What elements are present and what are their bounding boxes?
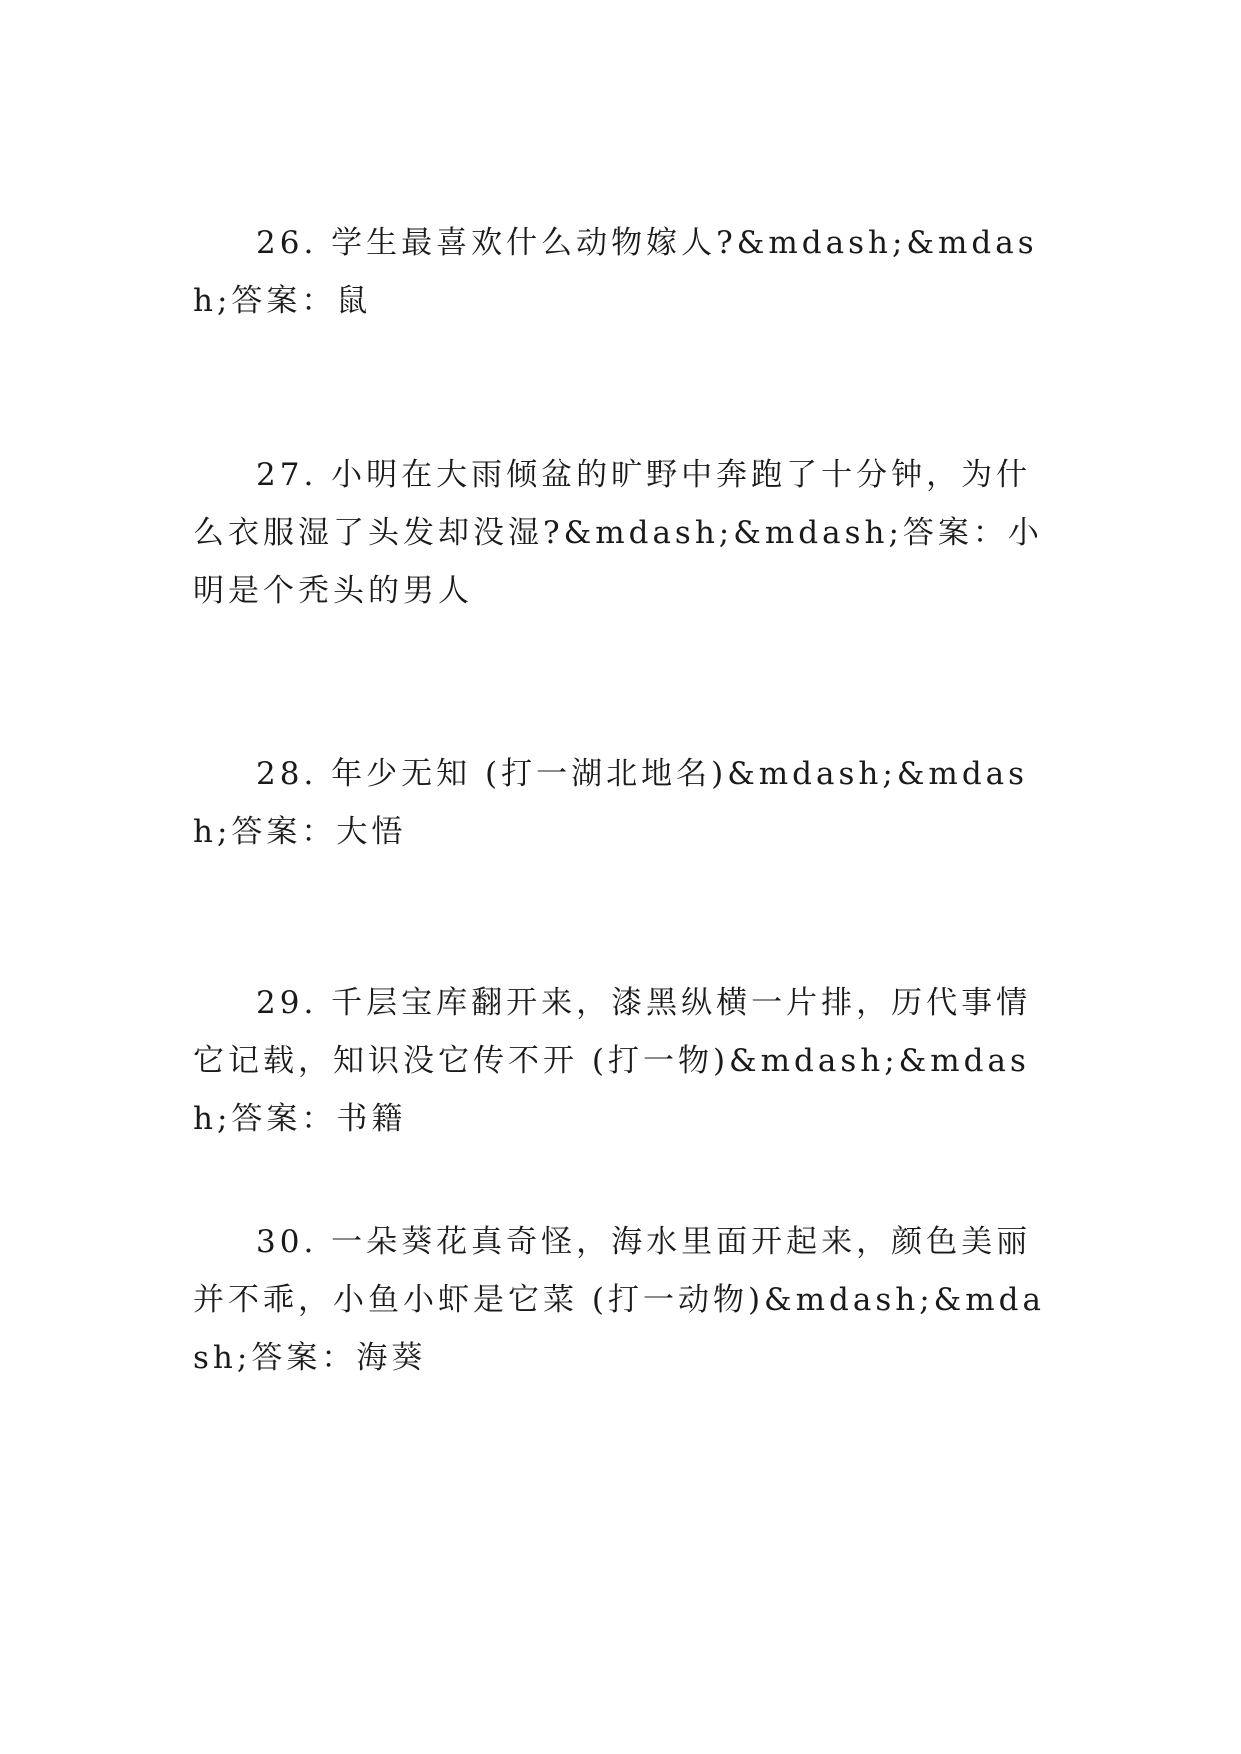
riddle-29: 29. 千层宝库翻开来，漆黑纵横一片排，历代事情它记载，知识没它传不开 (打一物)&mdash;&mdash;答案：书籍 [193,985,1032,1137]
riddle-27: 27. 小明在大雨倾盆的旷野中奔跑了十分钟，为什么衣服湿了头发却没湿?&mdash;&mdash;答案：小明是个秃头的男人 [193,457,1043,609]
riddle-28: 28. 年少无知 (打一湖北地名)&mdash;&mdash;答案：大悟 [193,756,1029,850]
riddle-30: 30. 一朵葵花真奇怪，海水里面开起来，颜色美丽并不乖，小鱼小虾是它菜 (打一动物)&mdash;&mdash;答案：海葵 [193,1224,1045,1376]
riddle-26: 26. 学生最喜欢什么动物嫁人?&mdash;&mdash;答案：鼠 [193,225,1038,319]
